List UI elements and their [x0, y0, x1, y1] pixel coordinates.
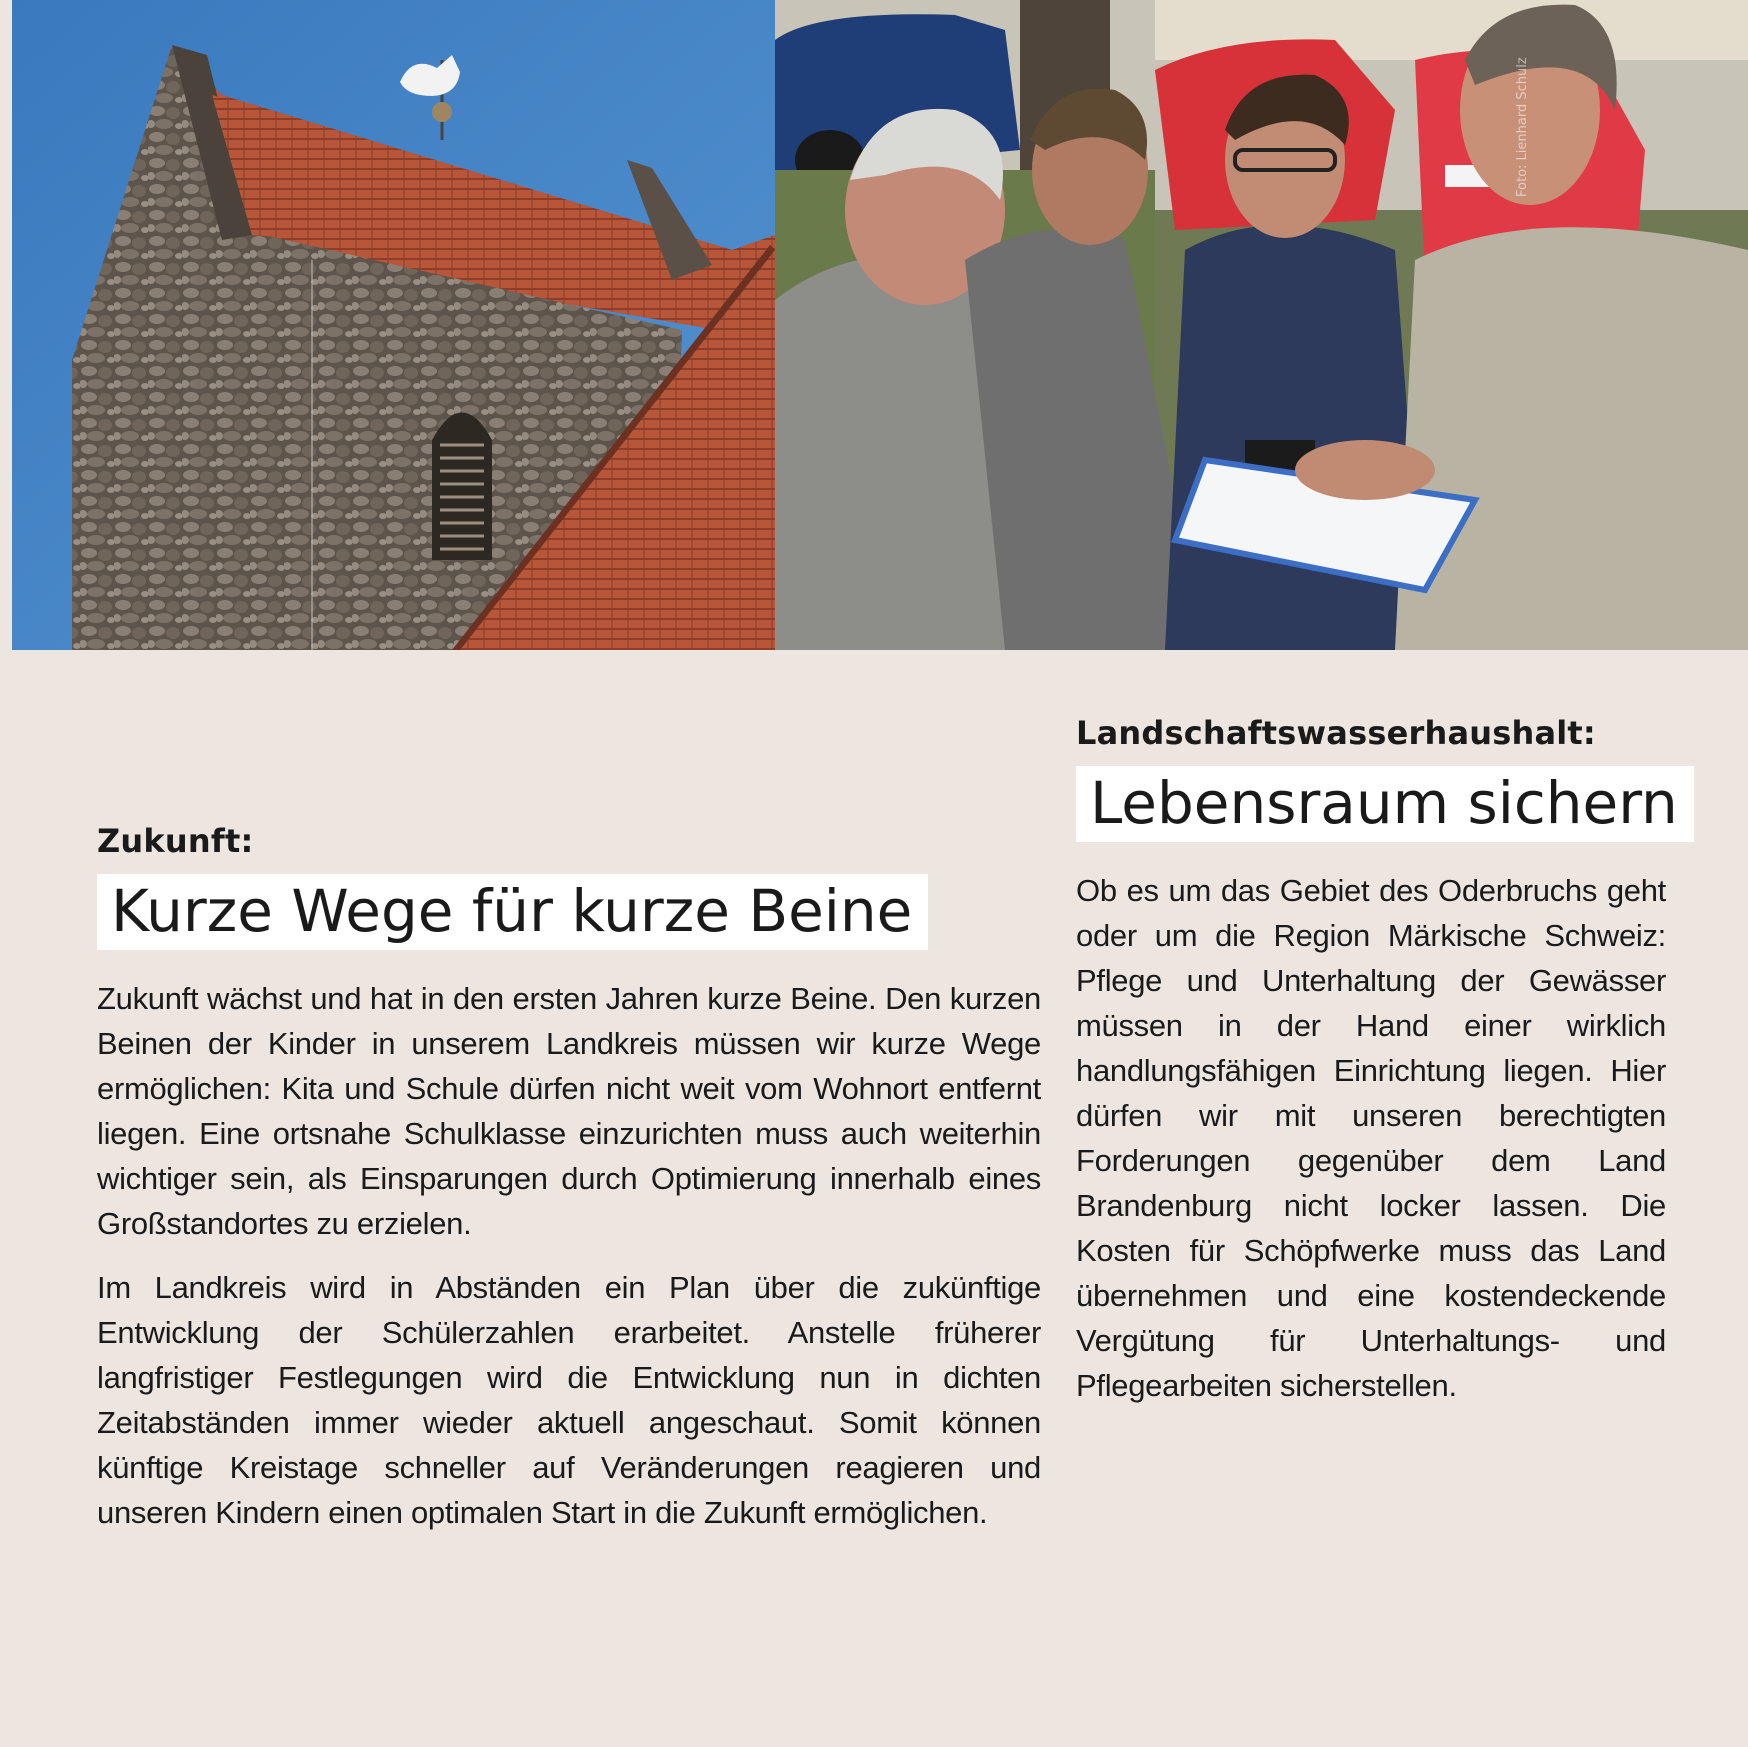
article-landschaftswasserhaushalt: [1076, 714, 1678, 1427]
article-headline: Lebensraum sichern: [1076, 766, 1694, 842]
article-zukunft: [97, 822, 1041, 1554]
article-kicker: Landschaftswasserhaushalt:: [1076, 714, 1596, 752]
article-paragraph: Im Landkreis wird in Abständen ein Plan über die zukünftige Entwicklung der Schülerzahlen erarbeitet. Anstelle früherer langfristiger Festlegungen wird die Entwicklung nun in dichten Zeitabständen immer wieder aktuell angeschaut. Somit können künftige Kreistage schneller auf Veränderungen reagieren und unseren Kindern einen optimalen Start in die Zukunft ermöglichen.: [97, 1270, 1041, 1530]
church-tower-photo: [12, 0, 775, 650]
article-paragraph: Zukunft wächst und hat in den ersten Jahren kurze Beine. Den kurzen Beinen der Kinder in unserem Landkreis müssen wir kurze Wege ermöglichen: Kita und Schule dürfen nicht weit vom Wohnort entfernt liegen. Eine ortsnahe Schulklasse einzurichten muss auch weiterhin wichtiger sein, als Einsparungen durch Optimierung innerhalb eines Großstandortes zu erzielen.: [97, 981, 1041, 1241]
article-kicker: Zukunft:: [97, 822, 254, 860]
photo-credit: Foto: Lienhard Schulz: [1515, 57, 1530, 197]
photo-strip: [0, 0, 1748, 650]
article-headline: Kurze Wege für kurze Beine: [97, 874, 928, 950]
group-of-men-reviewing-plan-photo: [775, 0, 1748, 650]
article-paragraph: Ob es um das Gebiet des Oderbruchs geht oder um die Region Märkische Schweiz: Pflege und Unterhaltung der Gewässer müssen in der Hand einer wirklich handlungsfähigen Einrichtung liegen. Hier dürfen wir mit unseren berechtigten Forderungen gegenüber dem Land Brandenburg nicht locker lassen. Die Kosten für Schöpfwerke muss das Land übernehmen und eine kostendeckende Vergütung für Unterhaltungs- und Pflegearbeiten sicherstellen.: [1076, 873, 1666, 1403]
